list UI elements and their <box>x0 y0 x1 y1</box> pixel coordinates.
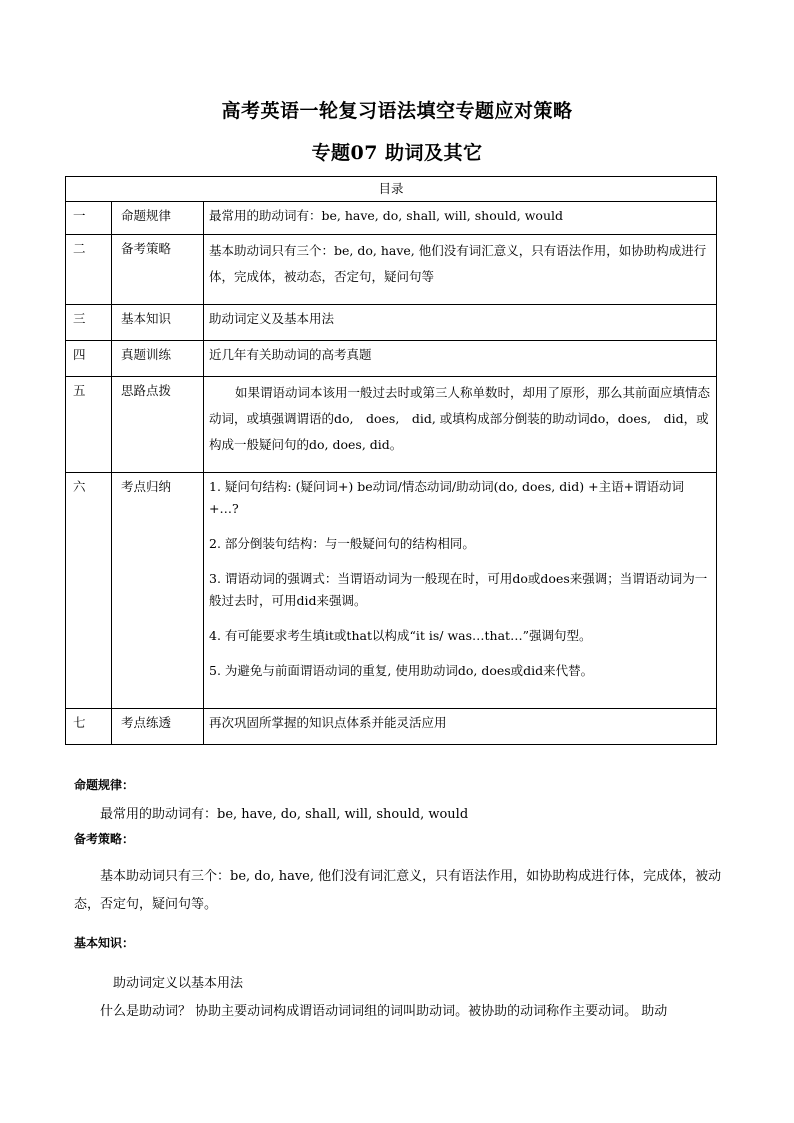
toc-row-number: 二 <box>66 235 112 305</box>
table-of-contents <box>65 176 717 745</box>
toc-row <box>66 473 717 709</box>
toc-list-item: 5. 为避免与前面谓语动词的重复, 使用助动词do, does或did来代替。 <box>209 663 594 678</box>
toc-row <box>66 709 717 745</box>
toc-row-content: 如果谓语动词本该用一般过去时或第三人称单数时，却用了原形，那么其前面应填情态动词，或填强调谓语的do, does, did, 或填构成部分倒装的助动词do，does, did，或构成一般疑问句的do, does, did。 <box>204 377 717 473</box>
toc-row-category: 考点练透 <box>112 709 204 745</box>
toc-row <box>66 202 717 235</box>
section-text-strategy: 基本助动词只有三个：be, do, have, 他们没有词汇意义，只有语法作用，如协助构成进行体，完成体，被动态，否定句，疑问句等。 <box>74 869 722 912</box>
section-heading-knowledge: 助动词定义以基本用法 <box>113 976 244 991</box>
toc-row-content <box>204 473 717 709</box>
toc-list-item: 3. 谓语动词的强调式：当谓语动词为一般现在时，可用do或does来强调；当谓语动词为一般过去时，可用did来强调。 <box>209 571 708 608</box>
section-label-strategy: 备考策略： <box>74 832 135 846</box>
toc-list-item: 1. 疑问句结构: (疑问词+) be动词/情态动词/助动词(do, does, did) +主语+谓语动词+…? <box>209 479 685 516</box>
toc-row <box>66 305 717 341</box>
toc-row-content: 近几年有关助动词的高考真题 <box>204 341 717 377</box>
toc-list-item: 4. 有可能要求考生填it或that以构成“it is/ was…that…”强调句型。 <box>209 628 592 643</box>
toc-row-number: 七 <box>66 709 112 745</box>
section-text-rule: 最常用的助动词有：be, have, do, shall, will, should, would <box>100 807 469 822</box>
toc-row-number: 四 <box>66 341 112 377</box>
section-text-knowledge: 什么是助动词？ 协助主要动词构成谓语动词词组的词叫助动词。被协助的动词称作主要动词。 助动 <box>100 1004 668 1019</box>
toc-row-category: 命题规律 <box>112 202 204 235</box>
toc-list-item: 2. 部分倒装句结构：与一般疑问句的结构相同。 <box>209 536 475 551</box>
toc-row <box>66 377 717 473</box>
toc-row <box>66 341 717 377</box>
toc-row-category: 备考策略 <box>112 235 204 305</box>
toc-row-number: 三 <box>66 305 112 341</box>
toc-row-category: 真题训练 <box>112 341 204 377</box>
toc-row-category: 思路点拨 <box>112 377 204 473</box>
toc-row-content: 最常用的助动词有：be, have, do, shall, will, should, would <box>204 202 717 235</box>
toc-row-content: 再次巩固所掌握的知识点体系并能灵活应用 <box>204 709 717 745</box>
document-title: 高考英语一轮复习语法填空专题应对策略 <box>221 100 573 122</box>
toc-row <box>66 235 717 305</box>
toc-header: 目录 <box>66 177 717 202</box>
toc-row-content: 基本助动词只有三个：be, do, have, 他们没有词汇意义，只有语法作用，如协助构成进行体，完成体，被动态，否定句，疑问句等 <box>204 235 717 305</box>
toc-row-number: 一 <box>66 202 112 235</box>
toc-row-category: 基本知识 <box>112 305 204 341</box>
toc-row-number: 六 <box>66 473 112 709</box>
section-label-knowledge: 基本知识： <box>74 936 135 950</box>
section-label-rule: 命题规律： <box>74 778 135 792</box>
toc-row-content: 助动词定义及基本用法 <box>204 305 717 341</box>
toc-row-category: 考点归纳 <box>112 473 204 709</box>
toc-row-number: 五 <box>66 377 112 473</box>
document-subtitle: 专题07 助词及其它 <box>311 142 483 164</box>
